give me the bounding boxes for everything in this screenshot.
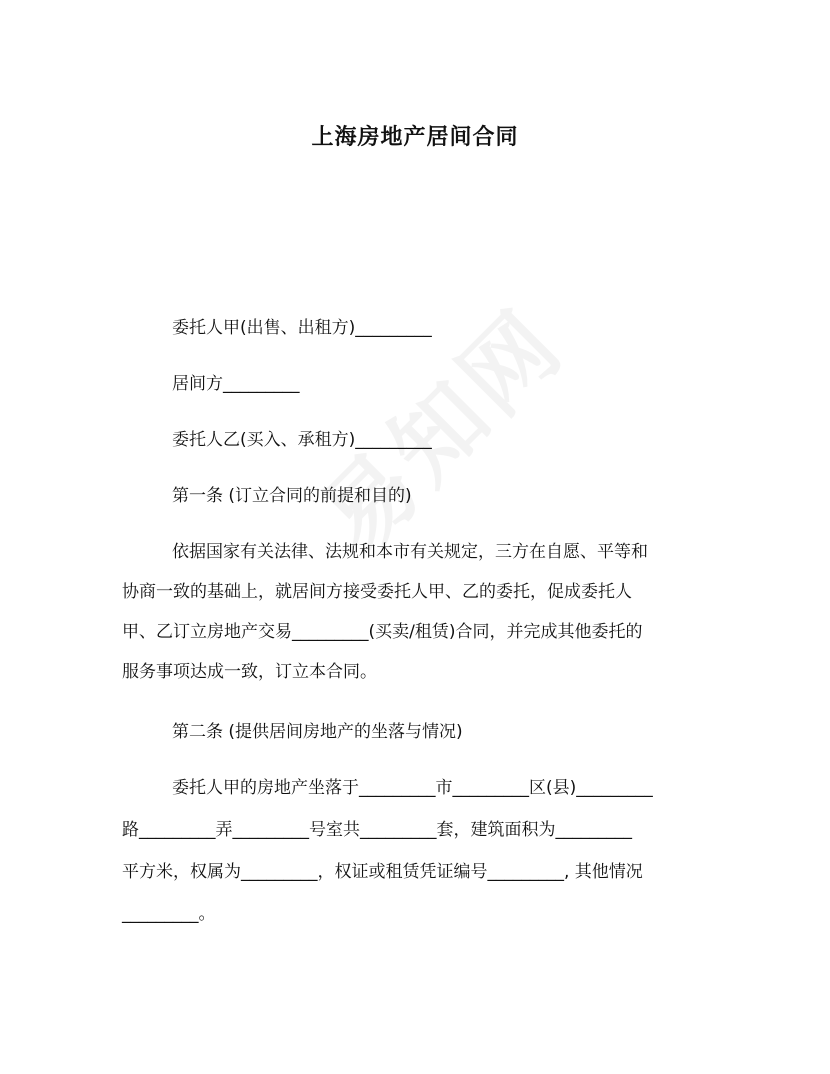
article-2-paragraph-line: 路_________弄_________号室共_________套，建筑面积为_________ [122,820,632,840]
article-2-heading: 第二条 (提供居间房地产的坐落与情况) [172,722,463,742]
document-title: 上海房地产居间合同 [311,125,519,150]
article-2-paragraph-line: 平方米，权属为_________，权证或租赁凭证编号_________, 其他情况 [122,862,643,882]
party-a-line: 委托人甲(出售、出租方)_________ [172,318,432,338]
article-1-paragraph-line: 甲、乙订立房地产交易_________(买卖/租赁)合同，并完成其他委托的 [122,622,643,642]
article-2-paragraph-line: _________。 [122,904,216,924]
article-1-heading: 第一条 (订立合同的前提和目的) [172,486,412,506]
party-b-line: 委托人乙(买入、承租方)_________ [172,430,432,450]
article-1-paragraph-line: 依据国家有关法律、法规和本市有关规定，三方在自愿、平等和 [172,542,648,562]
article-1-paragraph-line: 协商一致的基础上，就居间方接受委托人甲、乙的委托，促成委托人 [122,582,632,602]
intermediary-line: 居间方_________ [172,374,300,394]
article-2-paragraph-line: 委托人甲的房地产坐落于_________市_________区(县)_________ [172,778,653,798]
article-1-paragraph-line: 服务事项达成一致，订立本合同。 [122,662,377,682]
